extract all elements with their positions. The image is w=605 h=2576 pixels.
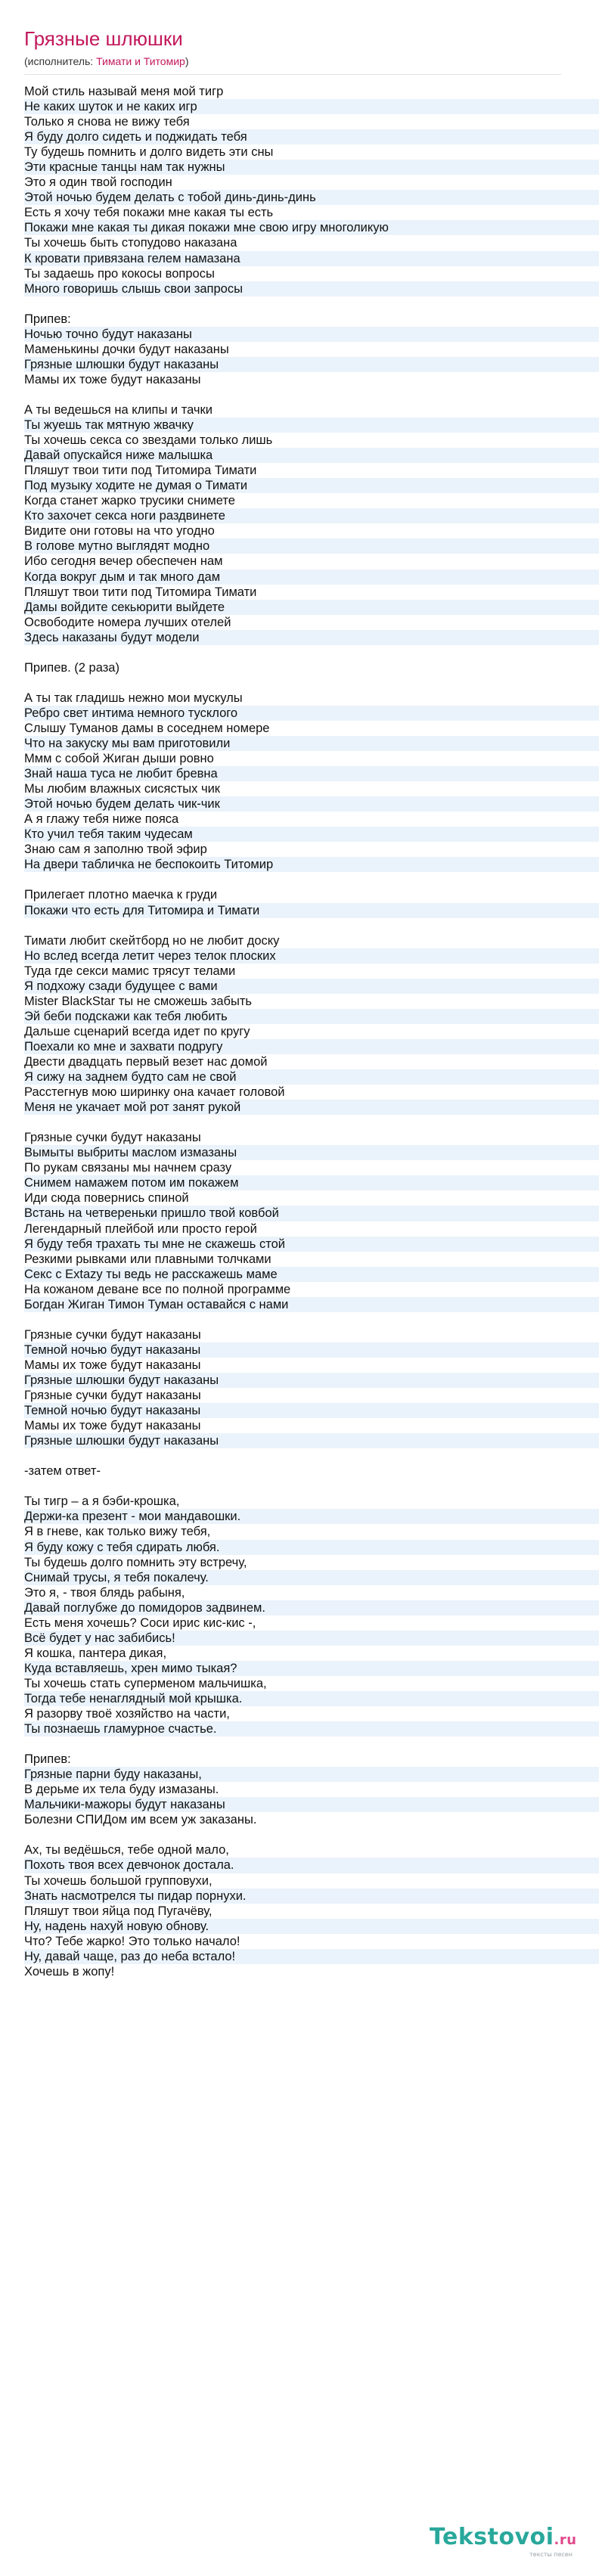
lyric-line: Знаю сам я заполню твой эфир — [24, 843, 207, 857]
song-title: Грязные шлюшки — [24, 27, 183, 50]
lyric-line: Грязные сучки будут наказаны — [24, 1327, 201, 1342]
lyric-line: Покажи что есть для Титомира и Тимати — [24, 903, 599, 918]
lyric-line: Резкими рывками или плавными толчками — [24, 1252, 271, 1266]
lyric-line: А ты ведешься на клипы и тачки — [24, 402, 213, 417]
lyric-line: Я кошка, пантера дикая, — [24, 1646, 167, 1660]
lyric-line: Здесь наказаны будут модели — [24, 630, 599, 645]
lyric-line: Тимати любит скейтборд но не любит доску — [24, 933, 280, 948]
lyric-line: Я подхожу сзади будущее с вами — [24, 979, 599, 994]
lyric-line: Когда вокруг дым и так много дам — [24, 570, 599, 585]
lyric-line: Только я снова не вижу тебя — [24, 115, 190, 129]
blank-line — [24, 1736, 599, 1752]
lyric-line: Я буду кожу с тебя сдирать любя. — [24, 1540, 599, 1555]
lyric-line: Эй беби подскажи как тебя любить — [24, 1009, 599, 1024]
performers-line — [24, 54, 599, 68]
lyric-line: Ты будешь долго помнить эту встречу, — [24, 1555, 247, 1569]
lyric-line: Я буду долго сидеть и поджидать тебя — [24, 129, 599, 144]
lyric-line: А я глажу тебя ниже пояса — [24, 812, 179, 827]
lyric-line: В дерьме их тела буду измазаны. — [24, 1783, 219, 1797]
lyric-line: Грязные шлюшки будут наказаны — [24, 1373, 599, 1388]
lyric-line: Есть я хочу тебя покажи мне какая ты есть — [24, 206, 274, 220]
lyric-line: Mister BlackStar ты не сможешь забыть — [24, 994, 252, 1008]
blank-line — [24, 296, 599, 312]
lyric-line: Я разорву твоё хозяйство на части, — [24, 1707, 230, 1721]
lyric-line: Ту будешь помнить и долго видеть эти сны — [24, 145, 274, 160]
lyric-line: Давай опускайся ниже малышка — [24, 448, 599, 463]
lyric-line: Богдан Жиган Тимон Туман оставайся с нами — [24, 1297, 599, 1312]
lyric-line: Ты задаешь про кокосы вопросы — [24, 266, 215, 281]
lyric-line: Секс с Extazy ты ведь не расскажешь маме — [24, 1267, 599, 1282]
lyric-line: Что на закуску мы вам приготовили — [24, 736, 599, 751]
lyric-line: Я сижу на заднем будто сам не свой — [24, 1069, 599, 1085]
lyric-line: На кожаном деване все по полной программе — [24, 1282, 291, 1296]
lyric-line: Ах, ты ведёшься, тебе одной мало, — [24, 1843, 229, 1858]
lyric-line: Хочешь в жопу! — [24, 1964, 115, 1979]
blank-line — [24, 1312, 599, 1327]
lyric-line: Ты хочешь секса со звездами только лишь — [24, 433, 273, 448]
lyric-line: Припев. (2 раза) — [24, 660, 119, 675]
blank-line — [24, 387, 599, 402]
lyric-line: Но вслед всегда летит через телок плоских — [24, 948, 599, 964]
lyric-line: Ты тигр – а я бэби-крошка, — [24, 1494, 180, 1509]
blank-line — [24, 1448, 599, 1463]
performers-link[interactable]: Тимати и Титомир — [96, 55, 185, 67]
logo-name: Tekstovoi — [430, 2524, 554, 2550]
lyric-line: Слышу Туманов дамы в соседнем номере — [24, 721, 270, 735]
lyric-line: Мамы их тоже будут наказаны — [24, 1358, 201, 1372]
lyric-line: Когда станет жарко трусики снимете — [24, 494, 235, 508]
lyric-line: Двести двадцать первый везет нас домой — [24, 1055, 268, 1069]
lyric-line: Вымыты выбриты маслом измазаны — [24, 1145, 599, 1160]
lyric-line: Этой ночью будем делать чик-чик — [24, 796, 599, 812]
lyric-line: Кто захочет секса ноги раздвинете — [24, 508, 599, 523]
lyric-line: Маменькины дочки будут наказаны — [24, 342, 229, 356]
blank-line — [24, 1827, 599, 1842]
lyric-line: Я в гневе, как только вижу тебя, — [24, 1525, 211, 1539]
lyric-line: Снимем намажем потом им покажем — [24, 1175, 599, 1190]
blank-line — [24, 675, 599, 691]
blank-line — [24, 645, 599, 660]
lyric-line: Грязные шлюшки будут наказаны — [24, 1433, 599, 1448]
lyric-line: Темной ночью будут наказаны — [24, 1403, 599, 1418]
lyric-line: Мы любим влажных сисястых чик — [24, 782, 221, 796]
lyric-line: Держи-ка презент - мои мандавошки. — [24, 1509, 599, 1524]
lyric-line: Ночью точно будут наказаны — [24, 327, 599, 342]
lyric-line: Припев: — [24, 1752, 71, 1767]
lyric-line: Ты познаешь гламурное счастье. — [24, 1721, 599, 1736]
lyric-line: Ну, давай чаще, раз до неба встало! — [24, 1949, 599, 1964]
lyric-line: Грязные парни буду наказаны, — [24, 1767, 599, 1782]
lyric-line: Грязные шлюшки будут наказаны — [24, 357, 599, 372]
lyric-line: Болезни СПИДом им всем уж заказаны. — [24, 1813, 257, 1827]
lyric-line: Туда где секси мамис трясут телами — [24, 964, 236, 978]
lyric-line: Грязные сучки будут наказаны — [24, 1389, 201, 1403]
lyric-line: Под музыку ходите не думая о Тимати — [24, 478, 599, 493]
lyric-line: Ммм с собой Жиган дыши ровно — [24, 752, 214, 766]
logo-tld: .ru — [554, 2532, 577, 2548]
lyric-line: Грязные сучки будут наказаны — [24, 1131, 201, 1145]
lyric-line: В голове мутно выглядят модно — [24, 538, 599, 554]
lyric-line: К кровати привязана гелем намазана — [24, 251, 599, 266]
lyric-line: Куда вставляешь, хрен мимо тыкая? — [24, 1661, 599, 1676]
lyric-line: Я буду тебя трахать ты мне не скажешь стой — [24, 1237, 599, 1252]
lyric-line: На двери табличка не беспокоить Титомир — [24, 857, 599, 872]
lyric-line: Тогда тебе ненаглядный мой крышка. — [24, 1691, 599, 1706]
lyric-line: Припев: — [24, 312, 71, 326]
lyric-line: Всё будет у нас забибись! — [24, 1631, 599, 1646]
blank-line — [24, 918, 599, 933]
logo-tagline: тексты песен — [529, 2551, 573, 2558]
lyric-line: Меня не укачает мой рот занят рукой — [24, 1100, 599, 1115]
lyric-line: Кто учил тебя таким чудесам — [24, 827, 599, 842]
lyric-line: А ты так гладишь нежно мои мускулы — [24, 691, 243, 705]
lyric-line: Есть меня хочешь? Соси ирис кис-кис -, — [24, 1615, 256, 1630]
lyric-line: Мамы их тоже будут наказаны — [24, 1419, 201, 1433]
lyric-line: Ты хочешь быть стопудово наказана — [24, 236, 237, 250]
lyric-line: Похоть твоя всех девчонок достала. — [24, 1858, 599, 1873]
lyric-line: Дамы войдите секьюрити выйдете — [24, 600, 599, 615]
lyric-line: Мамы их тоже будут наказаны — [24, 372, 201, 386]
lyric-line: Это я один твой господин — [24, 175, 172, 190]
blank-line — [24, 1479, 599, 1494]
lyric-line: Ну, надень нахуй новую обнову. — [24, 1919, 599, 1934]
performers-prefix: (исполнитель: — [24, 55, 97, 67]
lyric-line: Давай поглубже до помидоров задвинем. — [24, 1600, 599, 1615]
blank-line — [24, 872, 599, 887]
lyric-line: Снимай трусы, я тебя покалечу. — [24, 1570, 599, 1585]
lyric-line: Иди сюда повернись спиной — [24, 1191, 189, 1206]
lyric-line: Мой стиль называй меня мой тигр — [24, 85, 224, 98]
lyric-line: Освободите номера лучших отелей — [24, 615, 231, 629]
blank-line — [24, 1115, 599, 1130]
lyrics-text — [24, 84, 599, 1979]
lyric-line: Видите они готовы на что угодно — [24, 524, 215, 538]
lyric-line: Ты жуешь так мятную жвачку — [24, 417, 599, 433]
lyric-line: Знай наша туса не любит бревна — [24, 766, 599, 781]
lyric-line: Что? Тебе жарко! Это только начало! — [24, 1934, 240, 1948]
lyric-line: Покажи мне какая ты дикая покажи мне свою игру многоликую — [24, 220, 599, 235]
lyrics-page — [24, 0, 599, 1979]
lyric-line: Это я, - твоя блядь рабыня, — [24, 1585, 185, 1600]
lyric-line: Этой ночью будем делать с тобой динь-динь-динь — [24, 190, 599, 205]
lyric-line: Ибо сегодня вечер обеспечен нам — [24, 554, 223, 569]
lyric-line: -затем ответ- — [24, 1464, 101, 1479]
lyric-line: Пляшут твои тити под Титомира Тимати — [24, 464, 257, 478]
site-logo[interactable] — [430, 2525, 577, 2553]
title-divider — [24, 74, 561, 75]
lyric-line: Встань на четвереньки пришло твой ковбой — [24, 1206, 599, 1221]
lyric-line: Не каких шуток и не каких игр — [24, 99, 599, 114]
lyric-line: По рукам связаны мы начнем сразу — [24, 1161, 232, 1175]
lyric-line: Ты хочешь стать суперменом мальчишка, — [24, 1676, 267, 1690]
lyric-line: Расстегнув мою ширинку она качает головой — [24, 1085, 285, 1100]
lyric-line: Много говоришь слышь свои запросы — [24, 281, 599, 296]
performers-suffix: ) — [185, 55, 189, 67]
lyric-line: Знать насмотрелся ты пидар порнухи. — [24, 1889, 599, 1904]
lyric-line: Дальше сценарий всегда идет по кругу — [24, 1024, 250, 1038]
lyric-line: Поехали ко мне и захвати подругу — [24, 1039, 599, 1054]
lyric-line: Пляшут твои тити под Титомира Тимати — [24, 585, 257, 599]
lyric-line: Ребро свет интима немного тусклого — [24, 706, 599, 721]
lyric-line: Темной ночью будут наказаны — [24, 1342, 599, 1358]
lyric-line: Эти красные танцы нам так нужны — [24, 160, 599, 175]
lyric-line: Мальчики-мажоры будут наказаны — [24, 1797, 599, 1812]
lyric-line: Пляшут твои яйца под Пугачёву, — [24, 1904, 213, 1918]
lyric-line: Прилегает плотно маечка к груди — [24, 888, 218, 902]
lyric-line: Ты хочешь большой групповухи, — [24, 1873, 213, 1888]
lyric-line: Легендарный плейбой или просто герой — [24, 1221, 257, 1236]
